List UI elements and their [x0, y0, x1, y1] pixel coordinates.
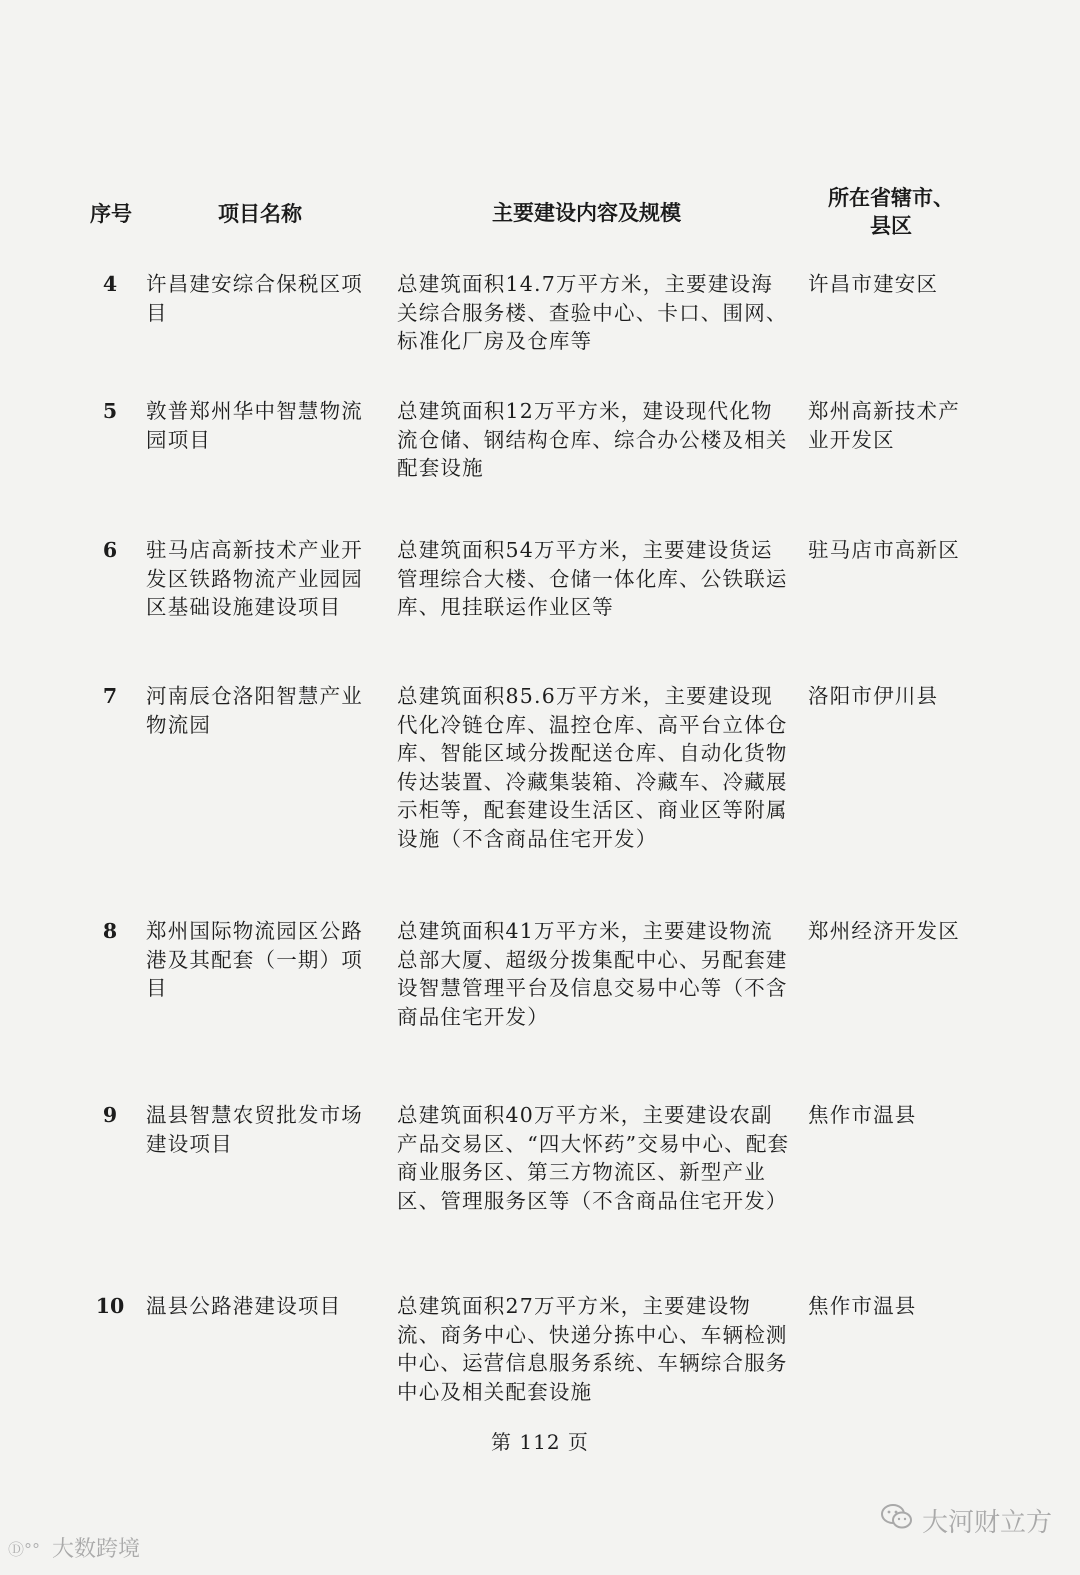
- page-number: 第 112 页: [491, 1430, 589, 1454]
- header-seq: 序号: [90, 202, 132, 226]
- row-content: 总建筑面积40万平方米，主要建设农副产品交易区、“四大怀药”交易中心、配套商业服务区、第三方物流区、新型产业区、管理服务区等（不含商品住宅开发）: [397, 1103, 790, 1213]
- row-location: 郑州高新技术产业开发区: [808, 399, 960, 452]
- row-name: 温县智慧农贸批发市场建设项目: [146, 1103, 363, 1156]
- row-name: 许昌建安综合保税区项目: [146, 272, 363, 325]
- row-location: 郑州经济开发区: [808, 919, 960, 943]
- watermark-right: [880, 1502, 1052, 1539]
- row-content: 总建筑面积54万平方米，主要建设货运管理综合大楼、仓储一体化库、公铁联运库、甩挂联运作业区等: [397, 538, 788, 620]
- row-location: 焦作市温县: [808, 1294, 917, 1318]
- watermark-left-text: 大数跨境: [52, 1537, 141, 1562]
- row-seq: 8: [102, 919, 118, 943]
- row-location: 焦作市温县: [808, 1103, 917, 1127]
- row-seq: 7: [102, 684, 118, 708]
- row-content: 总建筑面积14.7万平方米，主要建设海关综合服务楼、查验中心、卡口、围网、标准化厂房及仓库等: [397, 272, 788, 354]
- row-name: 敦普郑州华中智慧物流园项目: [146, 399, 363, 452]
- dashu-logo-icon: Ⓓ°°: [8, 1539, 41, 1559]
- header-name: 项目名称: [218, 202, 302, 226]
- row-seq: 6: [102, 538, 118, 562]
- row-content: 总建筑面积12万平方米，建设现代化物流仓储、钢结构仓库、综合办公楼及相关配套设施: [397, 399, 788, 481]
- row-location: 洛阳市伊川县: [808, 684, 939, 708]
- header-content: 主要建设内容及规模: [492, 201, 681, 225]
- row-name: 温县公路港建设项目: [146, 1294, 342, 1318]
- row-content: 总建筑面积41万平方米，主要建设物流总部大厦、超级分拨集配中心、另配套建设智慧管理平台及信息交易中心等（不含商品住宅开发）: [397, 919, 788, 1029]
- row-name: 河南辰仓洛阳智慧产业物流园: [146, 684, 363, 737]
- row-content: 总建筑面积27万平方米，主要建设物流、商务中心、快递分拣中心、车辆检测中心、运营信息服务系统、车辆综合服务中心及相关配套设施: [397, 1294, 788, 1404]
- row-content: 总建筑面积85.6万平方米，主要建设现代化冷链仓库、温控仓库、高平台立体仓库、智能区域分拨配送仓库、自动化货物传达装置、冷藏集装箱、冷藏车、冷藏展示柜等，配套建设生活区、商业区等附属设施（不含商品住宅开发）: [397, 684, 788, 851]
- header-location: 所在省辖市、县区: [828, 186, 954, 238]
- row-seq: 10: [95, 1294, 125, 1318]
- row-seq: 4: [102, 272, 118, 296]
- row-name: 驻马店高新技术产业开发区铁路物流产业园园区基础设施建设项目: [146, 538, 363, 620]
- watermark-left: [8, 1532, 140, 1563]
- row-name: 郑州国际物流园区公路港及其配套（一期）项目: [146, 919, 363, 1001]
- row-seq: 9: [102, 1103, 118, 1127]
- row-location: 驻马店市高新区: [808, 538, 960, 562]
- row-seq: 5: [102, 399, 118, 423]
- wechat-icon: [880, 1503, 914, 1538]
- row-location: 许昌市建安区: [808, 272, 939, 296]
- watermark-right-text: 大河财立方: [922, 1508, 1053, 1538]
